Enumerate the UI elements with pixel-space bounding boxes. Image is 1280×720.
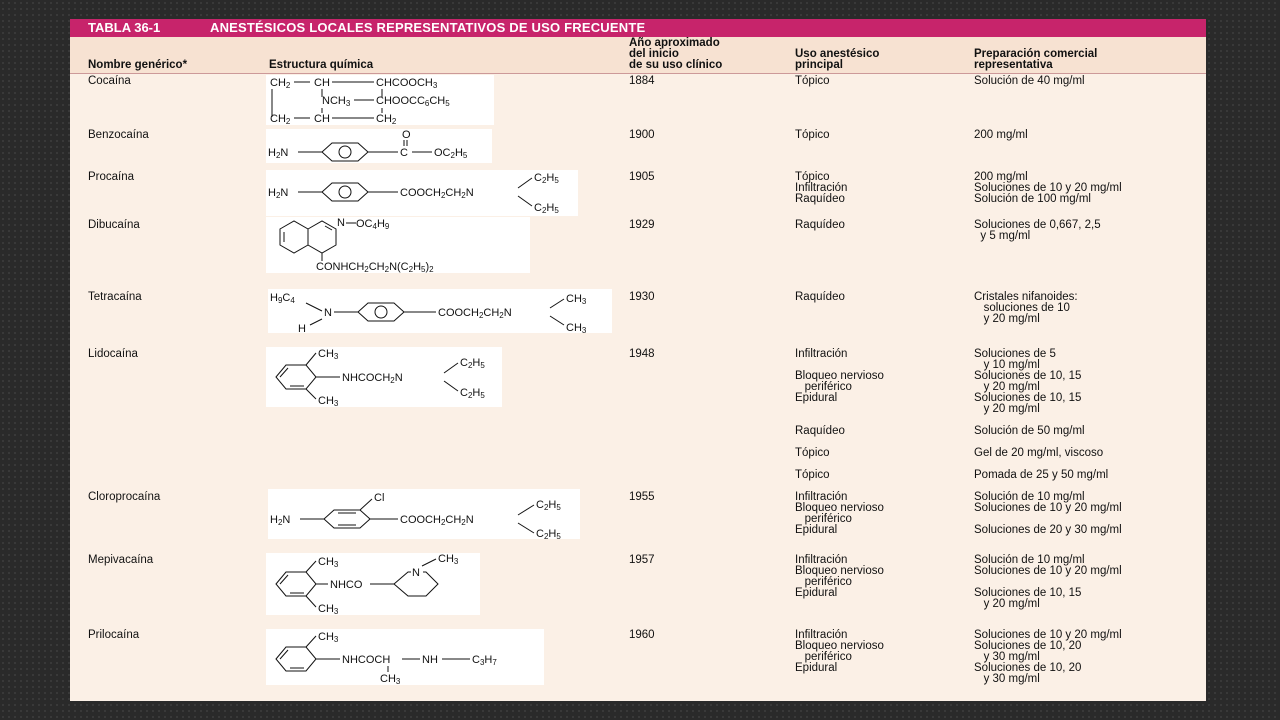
svg-text:CH: CH xyxy=(314,113,330,125)
svg-text:H: H xyxy=(298,323,306,333)
table-slide xyxy=(70,19,1206,701)
row-prep: Cristales nifanoides: soluciones de 10 y 20 mg/ml xyxy=(974,291,1078,325)
svg-text:CH2: CH2 xyxy=(270,113,291,125)
row-prep: Solución de 10 mg/ml Soluciones de 10 y 20 mg/ml Soluciones de 20 y 30 mg/ml xyxy=(974,491,1122,536)
row-name: Mepivacaína xyxy=(88,554,154,566)
svg-text:O: O xyxy=(402,129,411,141)
svg-text:N: N xyxy=(337,217,345,229)
svg-text:H9C4: H9C4 xyxy=(270,292,295,305)
svg-text:C2H5: C2H5 xyxy=(536,499,561,512)
row-year: 1930 xyxy=(629,291,655,303)
svg-text:CH3: CH3 xyxy=(566,322,587,333)
svg-text:Cl: Cl xyxy=(374,492,385,504)
svg-text:NHCO: NHCO xyxy=(330,579,363,591)
svg-text:CH3: CH3 xyxy=(566,293,587,306)
row-use: Infiltración Bloqueo nervioso periférico Epidural xyxy=(795,491,884,536)
row-name: Prilocaína xyxy=(88,629,140,641)
header-name: Nombre genérico* xyxy=(88,59,188,71)
row-prep-group: Soluciones de 5 y 10 mg/ml xyxy=(974,348,1056,371)
row-year: 1900 xyxy=(629,129,655,141)
row-use: Raquídeo xyxy=(795,219,845,231)
structure-benzocaine xyxy=(266,129,492,163)
svg-text:CH2: CH2 xyxy=(376,113,397,125)
row-year: 1905 xyxy=(629,171,655,183)
row-use-group: Tópico xyxy=(795,447,830,459)
structure-prilocaine xyxy=(266,629,544,685)
structure-tetracaine xyxy=(268,289,612,333)
row-use-group: Infiltración xyxy=(795,348,848,360)
row-prep-group: Solución de 50 mg/ml xyxy=(974,425,1085,437)
svg-text:CH3: CH3 xyxy=(318,556,339,569)
row-prep-group: Pomada de 25 y 50 mg/ml xyxy=(974,469,1109,481)
row-name: Cloroprocaína xyxy=(88,491,161,503)
svg-text:CH3: CH3 xyxy=(318,348,339,361)
header-prep: Preparación comercial representativa xyxy=(974,48,1098,71)
row-name: Cocaína xyxy=(88,75,131,87)
row-prep: Soluciones de 10 y 20 mg/ml Soluciones de 10, 20 y 30 mg/ml Soluciones de 10, 20 y 30 mg/ml xyxy=(974,629,1122,685)
row-use: Infiltración Bloqueo nervioso periférico Epidural xyxy=(795,629,884,674)
svg-text:C2H5: C2H5 xyxy=(536,528,561,539)
row-use: Infiltración Bloqueo nervioso periférico Epidural xyxy=(795,554,884,599)
row-year: 1955 xyxy=(629,491,655,503)
svg-text:H2N: H2N xyxy=(268,187,289,200)
svg-text:CH: CH xyxy=(314,77,330,89)
svg-text:C2H5: C2H5 xyxy=(534,202,559,215)
svg-text:C2H5: C2H5 xyxy=(534,172,559,185)
svg-text:H2N: H2N xyxy=(268,147,289,160)
row-year: 1957 xyxy=(629,554,655,566)
header-structure: Estructura química xyxy=(269,59,374,71)
row-prep: 200 mg/ml xyxy=(974,129,1028,141)
table-header xyxy=(70,37,1206,74)
svg-text:C2H5: C2H5 xyxy=(460,387,485,400)
row-year: 1948 xyxy=(629,348,655,360)
svg-text:NHCOCH2N: NHCOCH2N xyxy=(342,372,403,385)
table-label: TABLA 36-1 xyxy=(88,20,161,35)
structure-cocaine xyxy=(266,75,494,125)
row-name: Tetracaína xyxy=(88,291,142,303)
row-use-group: Raquídeo xyxy=(795,425,845,437)
structure-lidocaine xyxy=(266,347,502,407)
row-use: Tópico Infiltración Raquídeo xyxy=(795,171,848,205)
row-prep: Solución de 10 mg/ml Soluciones de 10 y 20 mg/ml Soluciones de 10, 15 y 20 mg/ml xyxy=(974,554,1122,610)
row-name: Dibucaína xyxy=(88,219,140,231)
row-use: Tópico xyxy=(795,75,830,87)
table-title-bar xyxy=(70,19,1206,37)
svg-text:CH2: CH2 xyxy=(270,77,291,90)
svg-text:N: N xyxy=(412,567,420,579)
svg-text:N: N xyxy=(324,307,332,319)
row-prep-group: Gel de 20 mg/ml, viscoso xyxy=(974,447,1104,459)
svg-text:CH3: CH3 xyxy=(318,395,339,407)
row-prep: 200 mg/ml Soluciones de 10 y 20 mg/ml Solución de 100 mg/ml xyxy=(974,171,1122,205)
svg-text:OC4H9: OC4H9 xyxy=(356,218,390,231)
svg-text:H2N: H2N xyxy=(270,514,291,527)
row-prep-group: Soluciones de 10, 15 y 20 mg/ml xyxy=(974,392,1082,415)
svg-text:CH3: CH3 xyxy=(438,553,459,566)
row-use: Tópico xyxy=(795,129,830,141)
row-use-group: Epidural xyxy=(795,392,838,404)
svg-text:CH3: CH3 xyxy=(318,631,339,644)
row-prep-group: Soluciones de 10, 15 y 20 mg/ml xyxy=(974,370,1082,393)
svg-text:COOCH2CH2N: COOCH2CH2N xyxy=(438,307,512,320)
svg-text:CONHCH2CH2N(C2H5)2: CONHCH2CH2N(C2H5)2 xyxy=(316,261,434,273)
row-name: Procaína xyxy=(88,171,135,183)
row-use-group: Tópico xyxy=(795,469,830,481)
header-year: Año aproximado del inicio de su uso clínico xyxy=(629,37,723,71)
svg-text:NHCOCH: NHCOCH xyxy=(342,654,391,666)
svg-text:COOCH2CH2N: COOCH2CH2N xyxy=(400,187,474,200)
structure-dibucaine xyxy=(266,217,530,273)
svg-text:OC2H5: OC2H5 xyxy=(434,147,468,160)
row-year: 1960 xyxy=(629,629,655,641)
svg-text:C: C xyxy=(400,147,408,159)
row-name: Benzocaína xyxy=(88,129,149,141)
row-use: Raquídeo xyxy=(795,291,845,303)
svg-text:NCH3: NCH3 xyxy=(322,95,351,108)
row-prep: Solución de 40 mg/ml xyxy=(974,75,1085,87)
svg-text:C3H7: C3H7 xyxy=(472,654,497,667)
svg-text:CH3: CH3 xyxy=(380,673,401,685)
row-year: 1884 xyxy=(629,75,655,87)
structure-chloroprocaine xyxy=(268,489,580,539)
structure-mepivacaine xyxy=(266,553,480,615)
svg-text:C2H5: C2H5 xyxy=(460,357,485,370)
svg-text:NH: NH xyxy=(422,654,438,666)
structure-procaine xyxy=(266,170,578,216)
row-name: Lidocaína xyxy=(88,348,138,360)
row-prep: Soluciones de 0,667, 2,5 y 5 mg/ml xyxy=(974,219,1101,242)
row-year: 1929 xyxy=(629,219,655,231)
table-title: ANESTÉSICOS LOCALES REPRESENTATIVOS DE USO FRECUENTE xyxy=(210,20,646,35)
header-use: Uso anestésico principal xyxy=(795,48,880,71)
svg-text:CHOOCC6CH5: CHOOCC6CH5 xyxy=(376,95,450,108)
row-use-group: Bloqueo nervioso periférico xyxy=(795,370,884,393)
svg-text:CHCOOCH3: CHCOOCH3 xyxy=(376,77,438,90)
svg-text:COOCH2CH2N: COOCH2CH2N xyxy=(400,514,474,527)
svg-text:CH3: CH3 xyxy=(318,603,339,615)
